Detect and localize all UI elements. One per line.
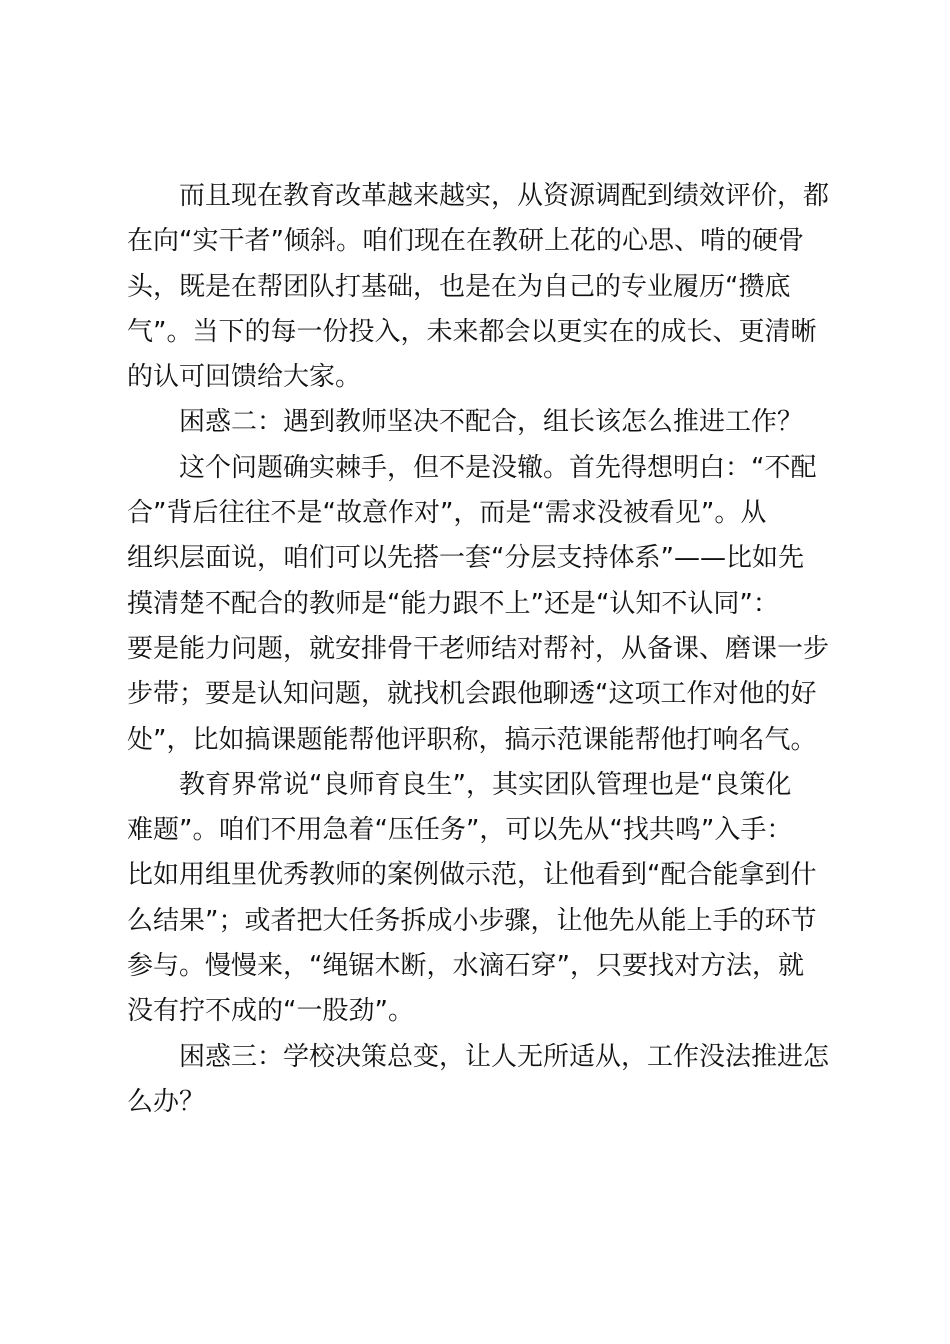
- text-line: 比如用组里优秀教师的案例做示范，让他看到“配合能拿到什: [127, 860, 817, 891]
- document-body: [127, 174, 837, 1125]
- text-line: 而且现在教育改革越来越实，从资源调配到绩效评价，都: [179, 181, 830, 211]
- question-heading-3: 困惑三：学校决策总变，让人无所适从，工作没法推进怎: [179, 1041, 830, 1072]
- text-line: 组织层面说，咱们可以先搭一套“分层支持体系”——比如先: [127, 543, 804, 574]
- text-line: 在向“实干者”倾斜。咱们现在在教研上花的心思、啃的硬骨: [127, 226, 804, 257]
- text-line: 参与。慢慢来，“绳锯木断，水滴石穿”，只要找对方法，就: [127, 951, 804, 982]
- text-line: 步带；要是认知问题，就找机会跟他聊透“这项工作对他的好: [127, 679, 817, 710]
- text-line: 摸清楚不配合的教师是“能力跟不上”还是“认知不认同”：: [127, 588, 779, 619]
- text-line: 气”。当下的每一份投入，未来都会以更实在的成长、更清晰: [127, 316, 817, 347]
- text-line: 这个问题确实棘手，但不是没辙。首先得想明白：“不配: [179, 452, 817, 483]
- text-line: 合”背后往往不是“故意作对”，而是“需求没被看见”。从: [127, 498, 767, 529]
- text-line: 处”，比如搞课题能帮他评职称，搞示范课能帮他打响名气。: [127, 724, 817, 755]
- text-line: 么办？: [127, 1086, 206, 1117]
- text-line: 难题”。咱们不用急着“压任务”，可以先从“找共鸣”入手：: [127, 815, 793, 846]
- text-line: 要是能力问题，就安排骨干老师结对帮衬，从备课、磨课一步: [127, 633, 830, 664]
- question-heading-2: 困惑二：遇到教师坚决不配合，组长该怎么推进工作？: [179, 407, 804, 438]
- text-line: 没有拧不成的“一股劲”。: [127, 996, 414, 1027]
- text-line: 的认可回馈给大家。: [127, 362, 362, 393]
- text-line: 么结果”；或者把大任务拆成小步骤，让他先从能上手的环节: [127, 905, 817, 936]
- text-line: 教育界常说“良师育良生”，其实团队管理也是“良策化: [179, 769, 792, 800]
- text-line: 头，既是在帮团队打基础，也是在为自己的专业履历“攒底: [127, 271, 791, 302]
